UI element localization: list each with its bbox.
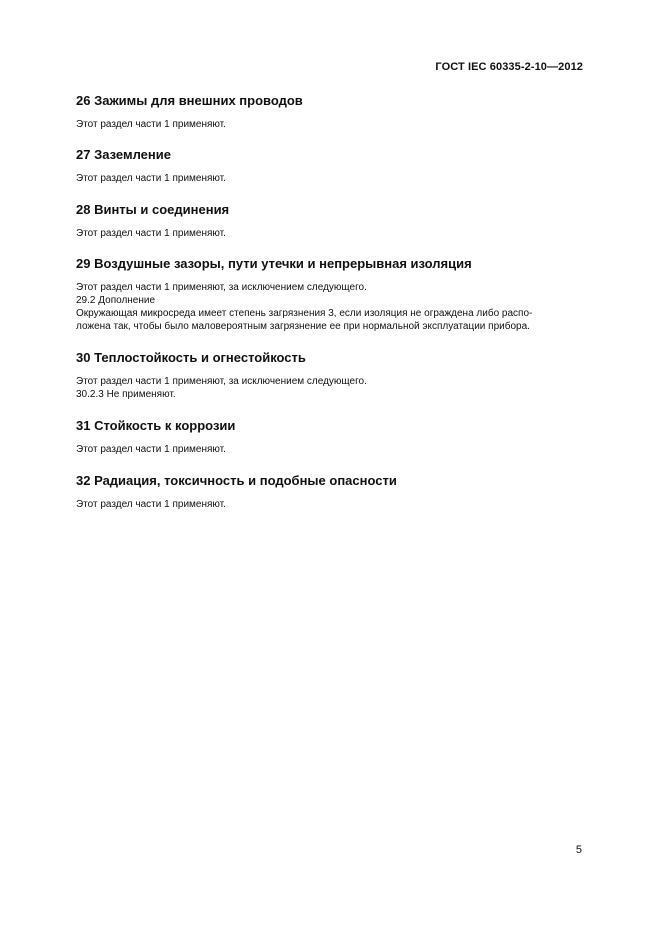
section-32 bbox=[76, 473, 586, 511]
section-title: 29 Воздушные зазоры, пути утечки и непрерывная изоляция bbox=[76, 256, 472, 271]
section-title: 28 Винты и соединения bbox=[76, 202, 230, 217]
section-27 bbox=[76, 147, 586, 185]
standard-designation: ГОСТ IEC 60335-2-10—2012 bbox=[435, 61, 583, 73]
section-paragraph-line: Окружающая микросреда имеет степень загрязнения 3, если изоляция не ограждена либо распо- bbox=[76, 308, 533, 319]
section-26 bbox=[76, 93, 586, 131]
section-title: 30 Теплостойкость и огнестойкость bbox=[76, 350, 306, 365]
section-title: 27 Заземление bbox=[76, 147, 171, 162]
section-29 bbox=[76, 256, 586, 333]
section-text: Этот раздел части 1 применяют. bbox=[76, 228, 226, 239]
section-text: Этот раздел части 1 применяют. bbox=[76, 119, 226, 130]
section-title: 26 Зажимы для внешних проводов bbox=[76, 93, 303, 108]
section-30 bbox=[76, 350, 586, 401]
section-text: Этот раздел части 1 применяют. bbox=[76, 444, 226, 455]
section-title: 32 Радиация, токсичность и подобные опасности bbox=[76, 473, 397, 488]
section-paragraph-line: ложена так, чтобы было маловероятным загрязнение ее при нормальной эксплуатации прибора. bbox=[76, 321, 530, 332]
subclause-heading: 30.2.3 Не применяют. bbox=[76, 389, 176, 400]
section-text: Этот раздел части 1 применяют, за исключением следующего. bbox=[76, 282, 367, 293]
section-31 bbox=[76, 418, 586, 456]
section-title: 31 Стойкость к коррозии bbox=[76, 418, 236, 433]
section-text: Этот раздел части 1 применяют. bbox=[76, 173, 226, 184]
section-text: Этот раздел части 1 применяют. bbox=[76, 499, 226, 510]
section-text: Этот раздел части 1 применяют, за исключением следующего. bbox=[76, 376, 367, 387]
page-number: 5 bbox=[575, 844, 582, 856]
section-28 bbox=[76, 202, 586, 240]
subclause-heading: 29.2 Дополнение bbox=[76, 295, 156, 306]
